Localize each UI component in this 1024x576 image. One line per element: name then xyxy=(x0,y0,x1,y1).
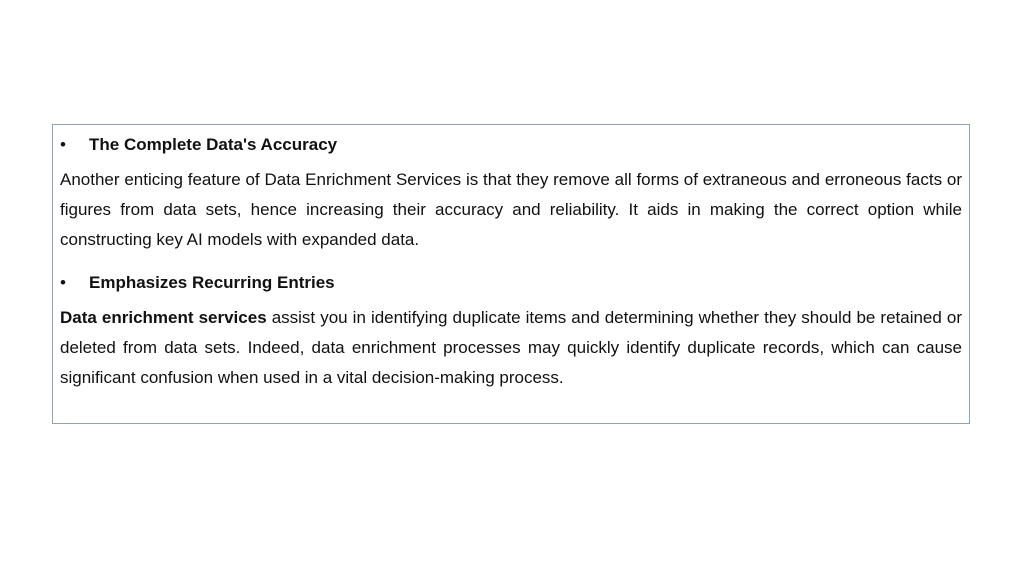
content-box xyxy=(52,124,970,424)
paragraph-bold-lead: Data enrichment services xyxy=(60,308,267,327)
bullet-icon: • xyxy=(60,135,66,154)
paragraph-recurring xyxy=(60,303,962,393)
heading-text: The Complete Data's Accuracy xyxy=(89,135,338,154)
bullet-heading-accuracy xyxy=(60,131,962,159)
bullet-heading-recurring xyxy=(60,269,962,297)
heading-text: Emphasizes Recurring Entries xyxy=(89,273,335,292)
paragraph-rest: assist you in identifying duplicate items and determining whether they should be retained or deleted from data sets. Indeed, data enrichment processes may quickly identify duplicate records, which can cause significant confusion when used in a vital decision-making process. xyxy=(60,308,962,387)
paragraph-accuracy: Another enticing feature of Data Enrichment Services is that they remove all forms of extraneous and erroneous facts or figures from data sets, hence increasing their accuracy and reliability. It aids in making the correct option while constructing key AI models with expanded data. xyxy=(60,170,962,249)
bullet-icon: • xyxy=(60,273,66,292)
